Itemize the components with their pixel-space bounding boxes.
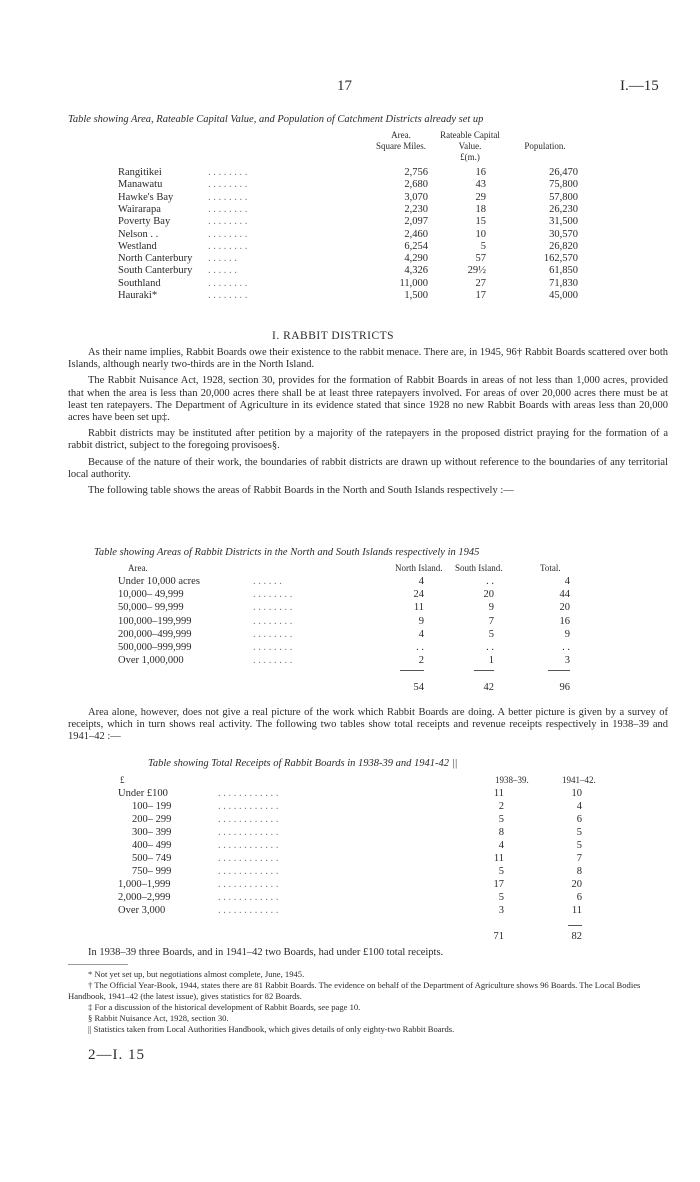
receipts-range: 100– 199: [132, 801, 172, 812]
page-header: [0, 78, 700, 98]
capital-value: 18: [475, 203, 486, 215]
capital-value: 17: [475, 290, 486, 301]
area-value: 3,070: [404, 191, 428, 203]
count-1941: 5: [576, 827, 582, 838]
population-value: 30,570: [549, 228, 578, 240]
table3: [118, 787, 588, 922]
capital-value: 16: [475, 167, 486, 178]
leader-dots: . . . . . . . .: [253, 655, 293, 667]
leader-dots: . . . . . . . .: [208, 277, 248, 289]
leader-dots: . . . . . . . .: [253, 615, 293, 627]
district-name: Rangitikei: [118, 167, 162, 178]
paragraph: The Rabbit Nuisance Act, 1928, section 30, provides for the formation of Rabbit Boards in areas of not less than 1,000 acres, provided that when the area is less than 20,000 acres there shall be at least three ratepayers involved. For areas of over 20,000 acres there must be at least ten ratepayers. The Department of Agriculture in its evidence stated that since 1928 no new Rabbit Boards with areas less than 20,000 acres have been set up‡.: [68, 375, 668, 424]
north-count: . .: [416, 642, 424, 653]
count-1941: 4: [576, 801, 582, 812]
population-value: 31,500: [549, 216, 578, 228]
north-count: 24: [413, 589, 424, 601]
count-1938: 2: [498, 801, 504, 812]
area-range: Over 1,000,000: [118, 655, 184, 667]
area-range: 100,000–199,999: [118, 615, 192, 627]
capital-value: 29½: [467, 265, 486, 277]
area-value: 4,290: [404, 253, 428, 265]
count-1941: 7: [576, 853, 582, 864]
table1: [118, 166, 588, 316]
leader-dots: . . . . . .: [208, 265, 237, 277]
capital-value: 10: [475, 228, 486, 240]
table-row: [118, 787, 588, 800]
table3-total-1941: 82: [571, 931, 582, 942]
receipts-range: 500– 749: [132, 853, 172, 864]
document-reference: I.—15: [620, 78, 659, 94]
south-count: . .: [486, 642, 494, 653]
south-count: . .: [486, 576, 494, 587]
leader-dots: . . . . . . . .: [208, 290, 248, 301]
south-count: 5: [488, 628, 494, 640]
count-1941: 6: [576, 892, 582, 903]
area-value: 4,326: [404, 265, 428, 277]
north-count: 11: [413, 602, 424, 614]
area-value: 11,000: [399, 277, 428, 289]
north-count: 4: [418, 576, 424, 587]
capital-value: 29: [475, 191, 486, 203]
leader-dots: . . . . . . . . . . . .: [218, 788, 279, 799]
receipts-range: Under £100: [118, 788, 168, 799]
table3-total-1938: 71: [493, 931, 504, 942]
receipts-range: 300– 399: [132, 827, 172, 838]
footnote: § Rabbit Nuisance Act, 1928, section 30.: [88, 1013, 229, 1023]
south-count: 20: [483, 589, 494, 601]
total-count: 3: [564, 655, 570, 667]
page-number: 17: [337, 78, 352, 94]
capital-value: 5: [480, 240, 486, 252]
population-value: 26,820: [549, 240, 578, 252]
footnote-rule: [68, 964, 128, 965]
table-row: [118, 891, 588, 904]
count-1938: 5: [498, 814, 504, 825]
district-name: Hawke's Bay: [118, 191, 174, 203]
paragraph: Rabbit districts may be instituted after petition by a majority of the ratepayers in the proposed district praying for the formation of a rabbit district, subject to the foregoing provisoes§.: [68, 428, 668, 452]
table-row: [118, 203, 588, 216]
south-count: 1: [488, 655, 494, 667]
population-value: 162,570: [543, 253, 578, 265]
count-1941: 8: [576, 866, 582, 877]
capital-value: 43: [475, 179, 486, 191]
count-1941: 11: [571, 905, 582, 916]
leader-dots: . . . . . . . .: [208, 228, 248, 240]
district-name: South Canterbury: [118, 265, 193, 277]
receipts-range: 2,000–2,999: [118, 892, 171, 903]
paragraph-receipts: Area alone, however, does not give a real picture of the work which Rabbit Boards are doing. A better picture is given by a survey of receipts, which in turn shows real activity. The following two tables show total receipts and revenue receipts respectively in 1938–39 and 1941–42 :—: [68, 707, 668, 743]
area-value: 1,500: [404, 290, 428, 301]
count-1941: 5: [576, 840, 582, 851]
total-count: . .: [562, 642, 570, 653]
section-heading: I. RABBIT DISTRICTS: [272, 330, 395, 342]
table-row: [118, 654, 578, 667]
leader-dots: . . . . . . . . . . . .: [218, 905, 279, 916]
paragraph: The following table shows the areas of Rabbit Boards in the North and South Islands respectively :—: [88, 485, 514, 497]
count-1938: 17: [493, 879, 504, 890]
area-range: 10,000– 49,999: [118, 589, 184, 601]
table-row: [118, 588, 578, 601]
count-1938: 3: [498, 905, 504, 916]
total-count: 44: [559, 589, 570, 601]
table-row: [118, 601, 578, 614]
table-row: [118, 865, 588, 878]
count-1941: 10: [571, 788, 582, 799]
table-row: [118, 813, 588, 826]
table-row: [118, 178, 588, 191]
table-row: [118, 641, 578, 654]
footnote: ‡ For a discussion of the historical development of Rabbit Boards, see page 10.: [88, 1002, 361, 1012]
table2-total-south: 42: [483, 682, 494, 693]
count-1938: 4: [498, 840, 504, 851]
table-row: [118, 166, 588, 179]
count-1938: 5: [498, 866, 504, 877]
table1-col-area: Area. Square Miles.: [376, 130, 426, 151]
leader-dots: . . . . . . . .: [208, 240, 248, 252]
table-row: [118, 264, 588, 277]
table1-caption: Table showing Area, Rateable Capital Value, and Population of Catchment Districts already set up: [68, 114, 484, 125]
table2-rule-north: [400, 670, 424, 671]
printer-signature: 2—I. 15: [88, 1047, 145, 1063]
footnote: * Not yet set up, but negotiations almost complete, June, 1945.: [88, 969, 305, 979]
area-value: 2,460: [404, 228, 428, 240]
leader-dots: . . . . . . . . . . . .: [218, 840, 279, 851]
table-row: [118, 878, 588, 891]
table-row: [118, 615, 578, 628]
capital-value: 15: [475, 216, 486, 228]
paragraph: As their name implies, Rabbit Boards owe their existence to the rabbit menace. There are, in 1945, 96† Rabbit Boards scattered over both Islands, although nearly two-thirds are in the North Island.: [68, 347, 668, 371]
leader-dots: . . . . . . . .: [253, 589, 293, 601]
district-name: Westland: [118, 240, 157, 252]
total-count: 9: [564, 628, 570, 640]
area-range: 500,000–999,999: [118, 642, 192, 653]
south-count: 9: [488, 602, 494, 614]
leader-dots: . . . . . . . .: [208, 203, 248, 215]
population-value: 61,850: [549, 265, 578, 277]
area-value: 2,097: [404, 216, 428, 228]
leader-dots: . . . . . . . . . . . .: [218, 827, 279, 838]
population-value: 45,000: [549, 290, 578, 301]
table2-total-north: 54: [413, 682, 424, 693]
count-1938: 5: [498, 892, 504, 903]
receipts-range: 200– 299: [132, 814, 172, 825]
table2: [118, 575, 578, 675]
leader-dots: . . . . . . . .: [253, 628, 293, 640]
footnotes: [68, 969, 678, 1035]
total-count: 4: [564, 576, 570, 587]
population-value: 26,230: [549, 203, 578, 215]
count-1941: 6: [576, 814, 582, 825]
table3-caption: Table showing Total Receipts of Rabbit Boards in 1938-39 and 1941-42 ||: [148, 758, 458, 769]
table-row: [118, 575, 578, 588]
north-count: 9: [418, 615, 424, 627]
capital-value: 57: [475, 253, 486, 265]
table-row: [118, 277, 588, 290]
table-row: [118, 904, 588, 917]
north-count: 2: [418, 655, 424, 667]
table2-total-total: 96: [559, 682, 570, 693]
footnote: || Statistics taken from Local Authorities Handbook, which gives details of only eighty-two Rabbit Boards.: [88, 1024, 455, 1034]
receipts-range: 1,000–1,999: [118, 879, 171, 890]
south-count: 7: [488, 615, 494, 627]
table-row: [118, 228, 588, 241]
count-1938: 8: [498, 827, 504, 838]
leader-dots: . . . . . .: [253, 576, 282, 587]
section-body: [68, 347, 668, 501]
district-name: Nelson . .: [118, 228, 159, 240]
total-count: 16: [559, 615, 570, 627]
table2-col-north: North Island.: [395, 563, 443, 573]
table-row: [118, 800, 588, 813]
table1-col-value: Rateable Capital Value. £(m.): [440, 130, 500, 162]
receipts-range: 400– 499: [132, 840, 172, 851]
leader-dots: . . . . . . . . . . . .: [218, 814, 279, 825]
count-1938: 11: [493, 788, 504, 799]
paragraph-under-100: In 1938–39 three Boards, and in 1941–42 two Boards, had under £100 total receipts.: [88, 947, 444, 958]
area-value: 2,756: [404, 167, 428, 178]
leader-dots: . . . . . . . . . . . .: [218, 892, 279, 903]
table-row: [118, 852, 588, 865]
footnote: † The Official Year-Book, 1944, states there are 81 Rabbit Boards. The evidence on behalf of the Department of Agriculture shows 96 Boards. The Local Bodies Handbook, 1941–42 (the latest issue), gives statistics for 82 Boards.: [68, 980, 641, 1001]
receipts-range: 750– 999: [132, 866, 172, 877]
leader-dots: . . . . . . . . . . . .: [218, 879, 279, 890]
area-value: 6,254: [404, 240, 428, 252]
leader-dots: . . . . . . . .: [253, 642, 293, 653]
count-1941: 20: [571, 879, 582, 890]
leader-dots: . . . . . . . . . . . .: [218, 853, 279, 864]
table-row: [118, 215, 588, 228]
table-row: [118, 826, 588, 839]
district-name: Poverty Bay: [118, 216, 171, 228]
area-value: 2,230: [404, 203, 428, 215]
table-row: [118, 839, 588, 852]
table2-col-south: South Island.: [455, 563, 503, 573]
leader-dots: . . . . . . . .: [208, 216, 248, 228]
total-count: 20: [559, 602, 570, 614]
receipts-range: Over 3,000: [118, 905, 166, 916]
district-name: Southland: [118, 277, 161, 289]
leader-dots: . . . . . . . . . . . .: [218, 866, 279, 877]
north-count: 4: [418, 628, 424, 640]
leader-dots: . . . . . . . .: [253, 602, 293, 614]
population-value: 71,830: [549, 277, 578, 289]
district-name: North Canterbury: [118, 253, 193, 265]
capital-value: 27: [475, 277, 486, 289]
population-value: 75,800: [549, 179, 578, 191]
table-row: [118, 191, 588, 204]
area-range: 200,000–499,999: [118, 628, 192, 640]
table2-caption: Table showing Areas of Rabbit Districts in the North and South Islands respectively in 1945: [94, 547, 480, 558]
district-name: Manawatu: [118, 179, 163, 191]
table2-col-total: Total.: [540, 563, 561, 573]
leader-dots: . . . . . .: [208, 253, 237, 265]
table3-rule: [568, 925, 582, 926]
table2-rule-total: [548, 670, 570, 671]
district-name: Wairarapa: [118, 203, 161, 215]
leader-dots: . . . . . . . .: [208, 191, 248, 203]
table-row: [118, 628, 578, 641]
table-row: [118, 289, 588, 302]
table3-col-1941: 1941–42.: [562, 775, 596, 785]
table2-col-area: Area.: [128, 563, 148, 573]
area-range: 50,000– 99,999: [118, 602, 184, 614]
paragraph: Because of the nature of their work, the boundaries of rabbit districts are drawn up without reference to the boundaries of any territorial local authority.: [68, 456, 668, 480]
leader-dots: . . . . . . . .: [208, 167, 248, 178]
area-value: 2,680: [404, 179, 428, 191]
population-value: 57,800: [549, 191, 578, 203]
table-row: [118, 252, 588, 265]
area-range: Under 10,000 acres: [118, 576, 200, 587]
table-row: [118, 240, 588, 253]
population-value: 26,470: [549, 167, 578, 178]
count-1938: 11: [493, 853, 504, 864]
table3-col-1938: 1938–39.: [495, 775, 529, 785]
table2-rule-south: [474, 670, 494, 671]
table3-col-label: £: [120, 775, 125, 785]
leader-dots: . . . . . . . . . . . .: [218, 801, 279, 812]
district-name: Hauraki*: [118, 290, 158, 301]
leader-dots: . . . . . . . .: [208, 179, 248, 191]
table1-col-population: Population.: [524, 141, 566, 151]
